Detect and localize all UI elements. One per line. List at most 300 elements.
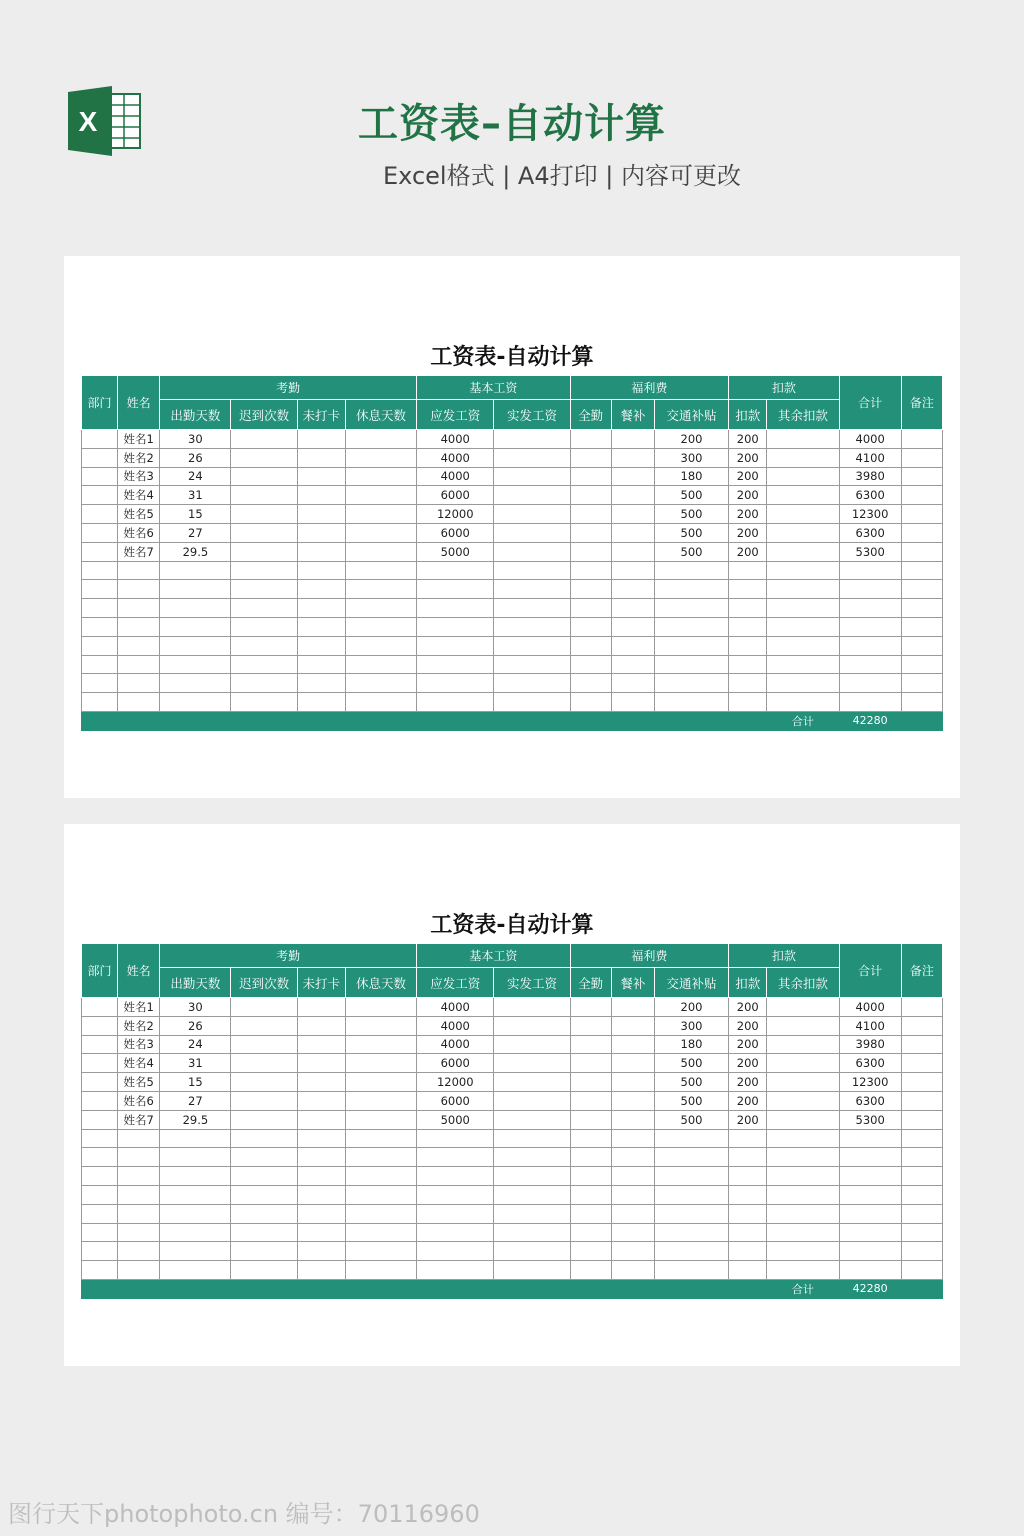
cell-full-att[interactable] <box>570 1204 611 1223</box>
cell-due[interactable]: 4000 <box>417 1035 494 1054</box>
cell-meal[interactable] <box>611 505 654 524</box>
cell-rest[interactable] <box>345 523 416 542</box>
cell-transport[interactable] <box>654 655 728 674</box>
cell-remark[interactable] <box>901 1110 942 1129</box>
cell-remark[interactable] <box>901 1242 942 1261</box>
cell-transport[interactable]: 500 <box>654 1073 728 1092</box>
cell-due[interactable]: 4000 <box>417 430 494 449</box>
cell-deduct[interactable]: 200 <box>729 430 767 449</box>
cell-dept[interactable] <box>82 1148 118 1167</box>
cell-dept[interactable] <box>82 430 118 449</box>
cell-total[interactable] <box>839 1185 901 1204</box>
cell-meal[interactable] <box>611 1129 654 1148</box>
cell-no-punch[interactable] <box>297 1148 345 1167</box>
cell-remark[interactable] <box>901 674 942 693</box>
cell-other-deduct[interactable] <box>767 1223 839 1242</box>
cell-late[interactable] <box>231 448 297 467</box>
cell-actual[interactable] <box>494 505 570 524</box>
cell-deduct[interactable] <box>729 1148 767 1167</box>
cell-deduct[interactable]: 200 <box>729 998 767 1017</box>
cell-other-deduct[interactable] <box>767 561 839 580</box>
cell-days[interactable] <box>160 693 231 712</box>
cell-meal[interactable] <box>611 1185 654 1204</box>
cell-meal[interactable] <box>611 998 654 1017</box>
cell-deduct[interactable]: 200 <box>729 1016 767 1035</box>
cell-total[interactable] <box>839 1129 901 1148</box>
cell-dept[interactable] <box>82 580 118 599</box>
cell-due[interactable] <box>417 1223 494 1242</box>
cell-deduct[interactable] <box>729 580 767 599</box>
cell-name[interactable]: 姓名4 <box>118 1054 160 1073</box>
cell-due[interactable]: 5000 <box>417 542 494 561</box>
cell-late[interactable] <box>231 1204 297 1223</box>
cell-days[interactable] <box>160 1129 231 1148</box>
cell-transport[interactable] <box>654 1185 728 1204</box>
cell-late[interactable] <box>231 1167 297 1186</box>
cell-meal[interactable] <box>611 674 654 693</box>
cell-remark[interactable] <box>901 1035 942 1054</box>
cell-days[interactable]: 31 <box>160 486 231 505</box>
cell-no-punch[interactable] <box>297 693 345 712</box>
cell-no-punch[interactable] <box>297 523 345 542</box>
cell-remark[interactable] <box>901 636 942 655</box>
cell-transport[interactable] <box>654 580 728 599</box>
cell-name[interactable] <box>118 693 160 712</box>
cell-dept[interactable] <box>82 1185 118 1204</box>
cell-name[interactable]: 姓名3 <box>118 1035 160 1054</box>
cell-deduct[interactable] <box>729 1261 767 1280</box>
cell-other-deduct[interactable] <box>767 1129 839 1148</box>
cell-rest[interactable] <box>345 1016 416 1035</box>
cell-meal[interactable] <box>611 1091 654 1110</box>
cell-actual[interactable] <box>494 1185 570 1204</box>
cell-total[interactable] <box>839 599 901 618</box>
cell-full-att[interactable] <box>570 693 611 712</box>
cell-due[interactable]: 4000 <box>417 998 494 1017</box>
cell-transport[interactable] <box>654 561 728 580</box>
cell-full-att[interactable] <box>570 1054 611 1073</box>
cell-transport[interactable] <box>654 1167 728 1186</box>
cell-no-punch[interactable] <box>297 1129 345 1148</box>
cell-total[interactable]: 3980 <box>839 467 901 486</box>
cell-total[interactable]: 6300 <box>839 1054 901 1073</box>
cell-days[interactable] <box>160 1204 231 1223</box>
cell-other-deduct[interactable] <box>767 1167 839 1186</box>
cell-remark[interactable] <box>901 655 942 674</box>
cell-late[interactable] <box>231 1073 297 1092</box>
cell-days[interactable]: 31 <box>160 1054 231 1073</box>
cell-full-att[interactable] <box>570 1148 611 1167</box>
cell-full-att[interactable] <box>570 561 611 580</box>
cell-meal[interactable] <box>611 617 654 636</box>
cell-rest[interactable] <box>345 1054 416 1073</box>
cell-rest[interactable] <box>345 1035 416 1054</box>
cell-deduct[interactable]: 200 <box>729 448 767 467</box>
cell-late[interactable] <box>231 561 297 580</box>
cell-name[interactable]: 姓名5 <box>118 1073 160 1092</box>
cell-deduct[interactable]: 200 <box>729 542 767 561</box>
cell-other-deduct[interactable] <box>767 1185 839 1204</box>
cell-deduct[interactable]: 200 <box>729 1054 767 1073</box>
cell-total[interactable] <box>839 1242 901 1261</box>
cell-due[interactable] <box>417 1261 494 1280</box>
cell-due[interactable]: 6000 <box>417 1091 494 1110</box>
cell-days[interactable]: 26 <box>160 1016 231 1035</box>
cell-other-deduct[interactable] <box>767 674 839 693</box>
cell-deduct[interactable]: 200 <box>729 1110 767 1129</box>
cell-dept[interactable] <box>82 1091 118 1110</box>
cell-days[interactable]: 30 <box>160 998 231 1017</box>
cell-actual[interactable] <box>494 655 570 674</box>
cell-days[interactable] <box>160 1223 231 1242</box>
cell-deduct[interactable]: 200 <box>729 486 767 505</box>
cell-actual[interactable] <box>494 542 570 561</box>
cell-rest[interactable] <box>345 486 416 505</box>
cell-transport[interactable]: 500 <box>654 523 728 542</box>
cell-days[interactable] <box>160 580 231 599</box>
cell-due[interactable]: 4000 <box>417 448 494 467</box>
cell-rest[interactable] <box>345 467 416 486</box>
cell-name[interactable]: 姓名1 <box>118 998 160 1017</box>
cell-due[interactable] <box>417 1148 494 1167</box>
cell-meal[interactable] <box>611 1261 654 1280</box>
cell-dept[interactable] <box>82 1016 118 1035</box>
cell-meal[interactable] <box>611 580 654 599</box>
cell-other-deduct[interactable] <box>767 1035 839 1054</box>
cell-remark[interactable] <box>901 1148 942 1167</box>
cell-late[interactable] <box>231 430 297 449</box>
cell-dept[interactable] <box>82 1073 118 1092</box>
cell-total[interactable]: 12300 <box>839 1073 901 1092</box>
cell-late[interactable] <box>231 655 297 674</box>
cell-transport[interactable]: 500 <box>654 1054 728 1073</box>
cell-other-deduct[interactable] <box>767 430 839 449</box>
cell-remark[interactable] <box>901 1016 942 1035</box>
cell-meal[interactable] <box>611 1016 654 1035</box>
cell-due[interactable]: 6000 <box>417 1054 494 1073</box>
cell-meal[interactable] <box>611 655 654 674</box>
cell-days[interactable]: 27 <box>160 523 231 542</box>
cell-no-punch[interactable] <box>297 467 345 486</box>
cell-deduct[interactable] <box>729 599 767 618</box>
cell-total[interactable] <box>839 617 901 636</box>
cell-remark[interactable] <box>901 1091 942 1110</box>
cell-dept[interactable] <box>82 1261 118 1280</box>
cell-remark[interactable] <box>901 430 942 449</box>
cell-no-punch[interactable] <box>297 1016 345 1035</box>
cell-total[interactable] <box>839 1167 901 1186</box>
cell-rest[interactable] <box>345 1110 416 1129</box>
cell-remark[interactable] <box>901 542 942 561</box>
cell-other-deduct[interactable] <box>767 505 839 524</box>
cell-name[interactable]: 姓名4 <box>118 486 160 505</box>
cell-days[interactable]: 24 <box>160 467 231 486</box>
cell-remark[interactable] <box>901 1129 942 1148</box>
cell-no-punch[interactable] <box>297 1110 345 1129</box>
cell-due[interactable] <box>417 636 494 655</box>
cell-no-punch[interactable] <box>297 1073 345 1092</box>
cell-full-att[interactable] <box>570 636 611 655</box>
cell-actual[interactable] <box>494 561 570 580</box>
cell-late[interactable] <box>231 1129 297 1148</box>
cell-deduct[interactable] <box>729 1185 767 1204</box>
cell-remark[interactable] <box>901 448 942 467</box>
cell-actual[interactable] <box>494 1167 570 1186</box>
cell-no-punch[interactable] <box>297 1261 345 1280</box>
cell-rest[interactable] <box>345 998 416 1017</box>
cell-dept[interactable] <box>82 1167 118 1186</box>
cell-deduct[interactable]: 200 <box>729 1073 767 1092</box>
cell-remark[interactable] <box>901 1185 942 1204</box>
cell-due[interactable] <box>417 674 494 693</box>
cell-transport[interactable]: 200 <box>654 430 728 449</box>
cell-late[interactable] <box>231 998 297 1017</box>
cell-full-att[interactable] <box>570 1223 611 1242</box>
cell-remark[interactable] <box>901 486 942 505</box>
cell-due[interactable]: 5000 <box>417 1110 494 1129</box>
cell-no-punch[interactable] <box>297 580 345 599</box>
cell-no-punch[interactable] <box>297 448 345 467</box>
cell-other-deduct[interactable] <box>767 1016 839 1035</box>
cell-name[interactable] <box>118 1185 160 1204</box>
cell-days[interactable]: 29.5 <box>160 542 231 561</box>
cell-remark[interactable] <box>901 1073 942 1092</box>
cell-meal[interactable] <box>611 448 654 467</box>
cell-actual[interactable] <box>494 1204 570 1223</box>
cell-late[interactable] <box>231 1148 297 1167</box>
cell-transport[interactable] <box>654 599 728 618</box>
cell-due[interactable] <box>417 580 494 599</box>
cell-late[interactable] <box>231 1261 297 1280</box>
cell-transport[interactable]: 180 <box>654 1035 728 1054</box>
cell-name[interactable] <box>118 1129 160 1148</box>
cell-total[interactable] <box>839 693 901 712</box>
cell-dept[interactable] <box>82 636 118 655</box>
cell-actual[interactable] <box>494 580 570 599</box>
cell-rest[interactable] <box>345 1204 416 1223</box>
cell-full-att[interactable] <box>570 1129 611 1148</box>
cell-late[interactable] <box>231 599 297 618</box>
cell-days[interactable] <box>160 674 231 693</box>
cell-due[interactable] <box>417 617 494 636</box>
cell-transport[interactable] <box>654 1129 728 1148</box>
cell-meal[interactable] <box>611 599 654 618</box>
cell-deduct[interactable]: 200 <box>729 1091 767 1110</box>
cell-deduct[interactable] <box>729 636 767 655</box>
cell-remark[interactable] <box>901 693 942 712</box>
cell-dept[interactable] <box>82 655 118 674</box>
cell-no-punch[interactable] <box>297 655 345 674</box>
cell-actual[interactable] <box>494 467 570 486</box>
cell-days[interactable] <box>160 1185 231 1204</box>
cell-transport[interactable]: 180 <box>654 467 728 486</box>
cell-total[interactable]: 12300 <box>839 505 901 524</box>
cell-total[interactable]: 4100 <box>839 448 901 467</box>
cell-meal[interactable] <box>611 636 654 655</box>
cell-transport[interactable] <box>654 1242 728 1261</box>
cell-other-deduct[interactable] <box>767 580 839 599</box>
cell-transport[interactable] <box>654 1223 728 1242</box>
cell-other-deduct[interactable] <box>767 998 839 1017</box>
cell-actual[interactable] <box>494 523 570 542</box>
cell-no-punch[interactable] <box>297 1204 345 1223</box>
cell-name[interactable]: 姓名1 <box>118 430 160 449</box>
cell-days[interactable] <box>160 599 231 618</box>
cell-name[interactable] <box>118 674 160 693</box>
cell-days[interactable]: 15 <box>160 1073 231 1092</box>
cell-late[interactable] <box>231 1035 297 1054</box>
cell-meal[interactable] <box>611 1223 654 1242</box>
cell-name[interactable] <box>118 1261 160 1280</box>
cell-actual[interactable] <box>494 1129 570 1148</box>
cell-days[interactable]: 27 <box>160 1091 231 1110</box>
cell-deduct[interactable] <box>729 561 767 580</box>
cell-actual[interactable] <box>494 1242 570 1261</box>
cell-remark[interactable] <box>901 467 942 486</box>
cell-transport[interactable] <box>654 1204 728 1223</box>
cell-remark[interactable] <box>901 1204 942 1223</box>
cell-full-att[interactable] <box>570 1016 611 1035</box>
cell-actual[interactable] <box>494 1035 570 1054</box>
cell-name[interactable]: 姓名6 <box>118 1091 160 1110</box>
cell-total[interactable] <box>839 1148 901 1167</box>
cell-no-punch[interactable] <box>297 617 345 636</box>
cell-full-att[interactable] <box>570 1242 611 1261</box>
cell-dept[interactable] <box>82 674 118 693</box>
cell-remark[interactable] <box>901 1223 942 1242</box>
cell-total[interactable]: 6300 <box>839 486 901 505</box>
cell-other-deduct[interactable] <box>767 523 839 542</box>
cell-actual[interactable] <box>494 998 570 1017</box>
cell-actual[interactable] <box>494 430 570 449</box>
cell-dept[interactable] <box>82 1242 118 1261</box>
cell-rest[interactable] <box>345 1261 416 1280</box>
cell-total[interactable]: 6300 <box>839 1091 901 1110</box>
cell-other-deduct[interactable] <box>767 655 839 674</box>
cell-late[interactable] <box>231 505 297 524</box>
cell-full-att[interactable] <box>570 655 611 674</box>
cell-late[interactable] <box>231 486 297 505</box>
cell-full-att[interactable] <box>570 1091 611 1110</box>
cell-total[interactable] <box>839 1261 901 1280</box>
cell-transport[interactable]: 500 <box>654 1110 728 1129</box>
cell-transport[interactable]: 500 <box>654 542 728 561</box>
cell-deduct[interactable] <box>729 1204 767 1223</box>
cell-actual[interactable] <box>494 1054 570 1073</box>
cell-no-punch[interactable] <box>297 998 345 1017</box>
cell-deduct[interactable]: 200 <box>729 1035 767 1054</box>
cell-days[interactable] <box>160 1261 231 1280</box>
cell-dept[interactable] <box>82 1054 118 1073</box>
cell-other-deduct[interactable] <box>767 467 839 486</box>
cell-rest[interactable] <box>345 580 416 599</box>
cell-name[interactable]: 姓名2 <box>118 448 160 467</box>
cell-actual[interactable] <box>494 1091 570 1110</box>
cell-actual[interactable] <box>494 1110 570 1129</box>
cell-transport[interactable] <box>654 617 728 636</box>
cell-total[interactable] <box>839 674 901 693</box>
cell-other-deduct[interactable] <box>767 1148 839 1167</box>
cell-late[interactable] <box>231 636 297 655</box>
cell-late[interactable] <box>231 1091 297 1110</box>
cell-dept[interactable] <box>82 1035 118 1054</box>
cell-total[interactable]: 3980 <box>839 1035 901 1054</box>
cell-due[interactable] <box>417 1204 494 1223</box>
cell-other-deduct[interactable] <box>767 448 839 467</box>
cell-name[interactable] <box>118 1242 160 1261</box>
cell-late[interactable] <box>231 1242 297 1261</box>
cell-dept[interactable] <box>82 998 118 1017</box>
cell-rest[interactable] <box>345 655 416 674</box>
cell-total[interactable]: 5300 <box>839 542 901 561</box>
cell-days[interactable] <box>160 1242 231 1261</box>
cell-due[interactable] <box>417 561 494 580</box>
cell-other-deduct[interactable] <box>767 1091 839 1110</box>
cell-rest[interactable] <box>345 693 416 712</box>
cell-late[interactable] <box>231 1054 297 1073</box>
cell-deduct[interactable]: 200 <box>729 523 767 542</box>
cell-remark[interactable] <box>901 998 942 1017</box>
cell-days[interactable] <box>160 636 231 655</box>
cell-rest[interactable] <box>345 674 416 693</box>
cell-days[interactable] <box>160 655 231 674</box>
cell-late[interactable] <box>231 617 297 636</box>
cell-days[interactable] <box>160 1148 231 1167</box>
cell-deduct[interactable] <box>729 617 767 636</box>
cell-remark[interactable] <box>901 1261 942 1280</box>
cell-full-att[interactable] <box>570 674 611 693</box>
cell-due[interactable] <box>417 1129 494 1148</box>
cell-transport[interactable]: 500 <box>654 505 728 524</box>
cell-days[interactable] <box>160 617 231 636</box>
cell-days[interactable]: 30 <box>160 430 231 449</box>
cell-full-att[interactable] <box>570 542 611 561</box>
cell-no-punch[interactable] <box>297 1035 345 1054</box>
cell-no-punch[interactable] <box>297 486 345 505</box>
cell-transport[interactable] <box>654 1261 728 1280</box>
cell-actual[interactable] <box>494 617 570 636</box>
cell-due[interactable]: 12000 <box>417 1073 494 1092</box>
cell-remark[interactable] <box>901 1167 942 1186</box>
cell-due[interactable]: 12000 <box>417 505 494 524</box>
cell-deduct[interactable]: 200 <box>729 467 767 486</box>
cell-days[interactable]: 26 <box>160 448 231 467</box>
cell-due[interactable] <box>417 1242 494 1261</box>
cell-no-punch[interactable] <box>297 1242 345 1261</box>
cell-actual[interactable] <box>494 1148 570 1167</box>
cell-name[interactable]: 姓名2 <box>118 1016 160 1035</box>
cell-name[interactable] <box>118 1204 160 1223</box>
cell-full-att[interactable] <box>570 430 611 449</box>
cell-days[interactable]: 15 <box>160 505 231 524</box>
cell-deduct[interactable] <box>729 1167 767 1186</box>
cell-meal[interactable] <box>611 430 654 449</box>
cell-name[interactable] <box>118 580 160 599</box>
cell-no-punch[interactable] <box>297 505 345 524</box>
cell-total[interactable]: 4100 <box>839 1016 901 1035</box>
cell-no-punch[interactable] <box>297 1167 345 1186</box>
cell-remark[interactable] <box>901 523 942 542</box>
cell-full-att[interactable] <box>570 1110 611 1129</box>
cell-actual[interactable] <box>494 674 570 693</box>
cell-no-punch[interactable] <box>297 1054 345 1073</box>
cell-total[interactable] <box>839 1223 901 1242</box>
cell-deduct[interactable] <box>729 693 767 712</box>
cell-rest[interactable] <box>345 1185 416 1204</box>
cell-meal[interactable] <box>611 1035 654 1054</box>
cell-late[interactable] <box>231 1016 297 1035</box>
cell-full-att[interactable] <box>570 1167 611 1186</box>
